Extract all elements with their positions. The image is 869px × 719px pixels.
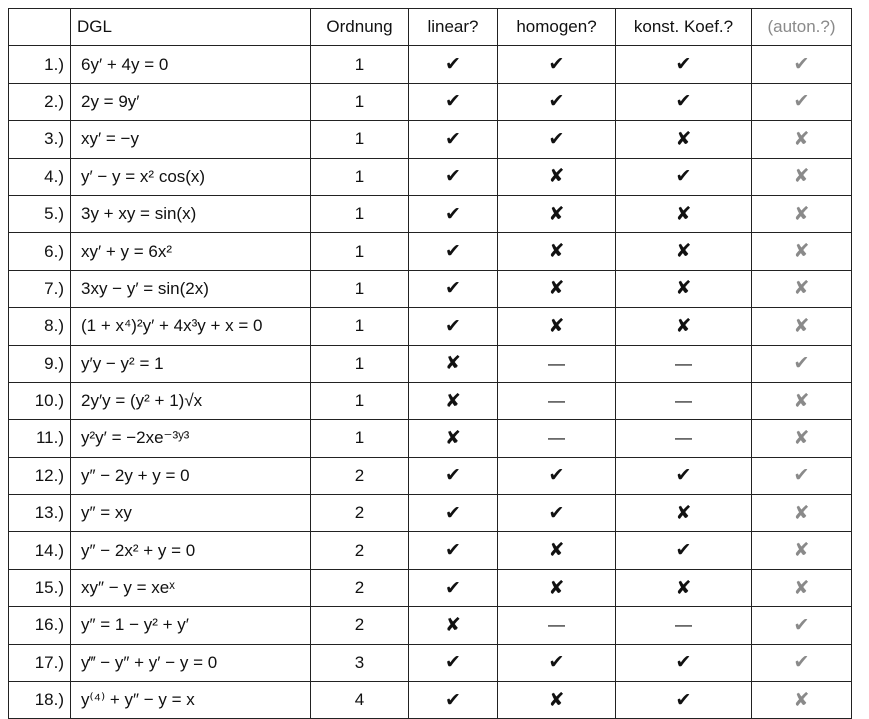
header-ordnung: Ordnung (311, 9, 409, 46)
cross-icon: ✘ (675, 577, 692, 599)
cross-icon: ✘ (548, 166, 565, 188)
konst-koef-cell (616, 420, 752, 457)
homogen-cell (498, 457, 616, 494)
header-dgl: DGL (71, 9, 311, 46)
check-icon: ✔ (675, 91, 692, 113)
table-row (9, 569, 852, 606)
linear-cell (409, 457, 498, 494)
konst-koef-cell (616, 308, 752, 345)
homogen-cell (498, 569, 616, 606)
ordnung-cell-text: 1 (354, 241, 365, 261)
row-number (9, 270, 71, 307)
dash-icon: — (548, 391, 565, 411)
ordnung-cell-text: 1 (354, 316, 365, 336)
check-icon: ✔ (445, 502, 461, 524)
dgl-equation-text: y″ − 2x² + y = 0 (81, 540, 196, 560)
ordnung-cell-text: 2 (354, 540, 365, 560)
konst-koef-cell (616, 569, 752, 606)
check-icon: ✔ (793, 353, 810, 375)
check-icon: ✔ (445, 54, 461, 76)
row-number-text: 3.) (44, 129, 64, 149)
ordnung-cell (311, 233, 409, 270)
dgl-equation (71, 532, 311, 569)
dgl-equation-text: y′ − y = x² cos(x) (81, 166, 206, 186)
table-row (9, 607, 852, 644)
dgl-equation (71, 607, 311, 644)
row-number-text: 16.) (34, 615, 64, 635)
homogen-cell (498, 532, 616, 569)
ordnung-cell (311, 607, 409, 644)
check-icon: ✔ (675, 54, 692, 76)
dgl-equation-text: 3y + xy = sin(x) (81, 204, 197, 224)
cross-icon: ✘ (548, 315, 565, 337)
row-number (9, 532, 71, 569)
linear-cell (409, 569, 498, 606)
auton-cell (752, 46, 852, 83)
homogen-cell (498, 233, 616, 270)
homogen-cell (498, 382, 616, 419)
ordnung-cell (311, 457, 409, 494)
cross-icon: ✘ (548, 241, 565, 263)
homogen-cell (498, 345, 616, 382)
konst-koef-cell (616, 532, 752, 569)
check-icon: ✔ (445, 652, 461, 674)
row-number (9, 420, 71, 457)
dash-icon: — (675, 391, 692, 411)
row-number-text: 5.) (44, 204, 64, 224)
dgl-equation (71, 233, 311, 270)
table-row (9, 233, 852, 270)
homogen-cell (498, 121, 616, 158)
auton-cell (752, 158, 852, 195)
auton-cell (752, 420, 852, 457)
cross-icon: ✘ (793, 577, 810, 599)
dgl-equation-text: y″ − 2y + y = 0 (81, 465, 190, 485)
ordnung-cell-text: 4 (354, 690, 365, 710)
row-number (9, 495, 71, 532)
check-icon: ✔ (675, 540, 692, 562)
ordnung-cell (311, 121, 409, 158)
cross-icon: ✘ (793, 502, 810, 524)
row-number-text: 8.) (44, 316, 64, 336)
linear-cell (409, 308, 498, 345)
ordnung-cell-text: 2 (354, 615, 365, 635)
dgl-table (8, 8, 852, 719)
konst-koef-cell (616, 270, 752, 307)
row-number (9, 158, 71, 195)
homogen-cell (498, 158, 616, 195)
dash-icon: — (675, 615, 692, 635)
row-number (9, 569, 71, 606)
dash-icon: — (675, 353, 692, 373)
dash-icon: — (675, 428, 692, 448)
row-number (9, 46, 71, 83)
linear-cell (409, 46, 498, 83)
cross-icon: ✘ (445, 427, 461, 449)
linear-cell (409, 644, 498, 681)
check-icon: ✔ (445, 128, 461, 150)
dash-icon: — (548, 428, 565, 448)
konst-koef-cell (616, 345, 752, 382)
homogen-cell (498, 308, 616, 345)
dgl-equation (71, 308, 311, 345)
linear-cell (409, 682, 498, 719)
table-row (9, 195, 852, 232)
cross-icon: ✘ (793, 427, 810, 449)
cross-icon: ✘ (548, 203, 565, 225)
auton-cell (752, 607, 852, 644)
konst-koef-cell (616, 495, 752, 532)
konst-koef-cell (616, 682, 752, 719)
row-number (9, 644, 71, 681)
dgl-equation (71, 457, 311, 494)
linear-cell (409, 382, 498, 419)
check-icon: ✔ (445, 577, 461, 599)
ordnung-cell-text: 1 (354, 278, 365, 298)
row-number-text: 11.) (35, 428, 64, 448)
check-icon: ✔ (675, 652, 692, 674)
check-icon: ✔ (675, 465, 692, 487)
cross-icon: ✘ (793, 241, 810, 263)
cross-icon: ✘ (793, 278, 810, 300)
row-number (9, 233, 71, 270)
dgl-equation-text: y²y′ = −2xe⁻³ʸ³ (81, 428, 190, 448)
dgl-equation-text: xy″ − y = xeˣ (81, 578, 175, 598)
check-icon: ✔ (445, 278, 461, 300)
dgl-equation (71, 644, 311, 681)
row-number-text: 2.) (44, 91, 64, 111)
ordnung-cell-text: 2 (354, 578, 365, 598)
konst-koef-cell (616, 607, 752, 644)
table-row (9, 308, 852, 345)
check-icon: ✔ (548, 502, 565, 524)
check-icon: ✔ (445, 203, 461, 225)
homogen-cell (498, 46, 616, 83)
table-row (9, 270, 852, 307)
cross-icon: ✘ (548, 278, 565, 300)
konst-koef-cell (616, 233, 752, 270)
check-icon: ✔ (548, 128, 565, 150)
table-row (9, 644, 852, 681)
cross-icon: ✘ (675, 315, 692, 337)
linear-cell (409, 121, 498, 158)
auton-cell (752, 121, 852, 158)
linear-cell (409, 83, 498, 120)
homogen-cell (498, 644, 616, 681)
ordnung-cell (311, 195, 409, 232)
konst-koef-cell (616, 382, 752, 419)
dash-icon: — (548, 353, 565, 373)
check-icon: ✔ (445, 166, 461, 188)
table-row (9, 345, 852, 382)
dgl-equation-text: 3xy − y′ = sin(2x) (81, 278, 209, 298)
auton-cell (752, 382, 852, 419)
cross-icon: ✘ (548, 577, 565, 599)
ordnung-cell (311, 569, 409, 606)
auton-cell (752, 195, 852, 232)
check-icon: ✔ (675, 166, 692, 188)
ordnung-cell (311, 532, 409, 569)
ordnung-cell (311, 158, 409, 195)
dgl-equation (71, 83, 311, 120)
auton-cell (752, 270, 852, 307)
linear-cell (409, 345, 498, 382)
check-icon: ✔ (793, 652, 810, 674)
row-number-text: 17.) (34, 652, 64, 672)
konst-koef-cell (616, 457, 752, 494)
auton-cell (752, 308, 852, 345)
linear-cell (409, 270, 498, 307)
dgl-equation-text: xy′ + y = 6x² (81, 241, 173, 261)
auton-cell (752, 569, 852, 606)
row-number-text: 18.) (34, 690, 64, 710)
ordnung-cell (311, 495, 409, 532)
cross-icon: ✘ (548, 689, 565, 711)
check-icon: ✔ (793, 465, 810, 487)
cross-icon: ✘ (675, 502, 692, 524)
dgl-equation (71, 270, 311, 307)
cross-icon: ✘ (793, 540, 810, 562)
row-number-text: 14.) (34, 540, 64, 560)
row-number-text: 12.) (34, 465, 64, 485)
ordnung-cell (311, 382, 409, 419)
cross-icon: ✘ (793, 203, 810, 225)
ordnung-cell-text: 1 (354, 91, 365, 111)
check-icon: ✔ (548, 91, 565, 113)
row-number (9, 457, 71, 494)
dgl-equation (71, 382, 311, 419)
cross-icon: ✘ (445, 353, 461, 375)
dgl-equation-text: 2y′y = (y² + 1)√x (81, 391, 203, 411)
ordnung-cell (311, 682, 409, 719)
cross-icon: ✘ (793, 315, 810, 337)
row-number-text: 13.) (34, 503, 64, 523)
ordnung-cell (311, 46, 409, 83)
cross-icon: ✘ (793, 390, 810, 412)
linear-cell (409, 420, 498, 457)
auton-cell (752, 83, 852, 120)
check-icon: ✔ (445, 241, 461, 263)
konst-koef-cell (616, 121, 752, 158)
konst-koef-cell (616, 644, 752, 681)
konst-koef-cell (616, 83, 752, 120)
row-number-text: 1.) (44, 54, 64, 74)
row-number (9, 607, 71, 644)
ordnung-cell-text: 1 (354, 428, 365, 448)
homogen-cell (498, 420, 616, 457)
auton-cell (752, 233, 852, 270)
check-icon: ✔ (445, 91, 461, 113)
dgl-equation (71, 495, 311, 532)
auton-cell (752, 644, 852, 681)
homogen-cell (498, 682, 616, 719)
table-row (9, 158, 852, 195)
row-number-text: 6.) (44, 241, 64, 261)
cross-icon: ✘ (675, 278, 692, 300)
row-number-text: 10.) (34, 391, 64, 411)
dgl-equation (71, 195, 311, 232)
row-number (9, 83, 71, 120)
ordnung-cell (311, 308, 409, 345)
header-index (9, 9, 71, 46)
ordnung-cell-text: 1 (354, 204, 365, 224)
row-number (9, 308, 71, 345)
dgl-equation-text: y⁽⁴⁾ + y″ − y = x (81, 690, 195, 710)
row-number (9, 682, 71, 719)
auton-cell (752, 682, 852, 719)
auton-cell (752, 457, 852, 494)
row-number (9, 121, 71, 158)
cross-icon: ✘ (675, 203, 692, 225)
linear-cell (409, 158, 498, 195)
cross-icon: ✘ (675, 128, 692, 150)
dgl-equation-text: 2y = 9y′ (81, 91, 140, 111)
row-number-text: 9.) (44, 353, 64, 373)
cross-icon: ✘ (793, 689, 810, 711)
homogen-cell (498, 270, 616, 307)
header-auton: (auton.?) (752, 9, 852, 46)
row-number (9, 382, 71, 419)
cross-icon: ✘ (793, 166, 810, 188)
ordnung-cell (311, 83, 409, 120)
ordnung-cell-text: 1 (354, 129, 365, 149)
header-linear: linear? (409, 9, 498, 46)
dgl-equation-text: y″ = 1 − y² + y′ (81, 615, 189, 635)
check-icon: ✔ (675, 689, 692, 711)
dgl-equation-text: (1 + x⁴)²y′ + 4x³y + x = 0 (81, 316, 263, 336)
dgl-equation-text: xy′ = −y (81, 129, 139, 149)
ordnung-cell-text: 2 (354, 465, 365, 485)
check-icon: ✔ (793, 614, 810, 636)
cross-icon: ✘ (445, 390, 461, 412)
row-number (9, 195, 71, 232)
dgl-equation-text: y′y − y² = 1 (81, 353, 164, 373)
ordnung-cell-text: 1 (354, 54, 365, 74)
table-row (9, 457, 852, 494)
ordnung-cell (311, 270, 409, 307)
ordnung-cell (311, 644, 409, 681)
homogen-cell (498, 83, 616, 120)
dgl-equation (71, 345, 311, 382)
header-konst-koef: konst. Koef.? (616, 9, 752, 46)
cross-icon: ✘ (548, 540, 565, 562)
ordnung-cell (311, 420, 409, 457)
ordnung-cell-text: 1 (354, 391, 365, 411)
check-icon: ✔ (793, 91, 810, 113)
auton-cell (752, 532, 852, 569)
ordnung-cell-text: 1 (354, 353, 365, 373)
table-row (9, 382, 852, 419)
check-icon: ✔ (445, 315, 461, 337)
dgl-equation-text: y″ = xy (81, 503, 132, 523)
homogen-cell (498, 195, 616, 232)
dgl-equation (71, 121, 311, 158)
konst-koef-cell (616, 195, 752, 232)
row-number (9, 345, 71, 382)
header-row (9, 9, 852, 46)
table-row (9, 46, 852, 83)
auton-cell (752, 345, 852, 382)
cross-icon: ✘ (675, 241, 692, 263)
linear-cell (409, 607, 498, 644)
check-icon: ✔ (445, 689, 461, 711)
table-row (9, 495, 852, 532)
dgl-equation-text: y‴ − y″ + y′ − y = 0 (81, 652, 218, 672)
table-row (9, 83, 852, 120)
linear-cell (409, 195, 498, 232)
header-homogen: homogen? (498, 9, 616, 46)
dgl-equation (71, 158, 311, 195)
table-row (9, 682, 852, 719)
dgl-equation (71, 46, 311, 83)
homogen-cell (498, 495, 616, 532)
linear-cell (409, 495, 498, 532)
ordnung-cell (311, 345, 409, 382)
row-number-text: 15.) (34, 578, 64, 598)
dgl-equation (71, 569, 311, 606)
row-number-text: 4.) (44, 166, 64, 186)
check-icon: ✔ (548, 652, 565, 674)
table-row (9, 121, 852, 158)
check-icon: ✔ (548, 465, 565, 487)
check-icon: ✔ (548, 54, 565, 76)
ordnung-cell-text: 2 (354, 503, 365, 523)
homogen-cell (498, 607, 616, 644)
check-icon: ✔ (793, 54, 810, 76)
dgl-equation-text: 6y′ + 4y = 0 (81, 54, 169, 74)
check-icon: ✔ (445, 465, 461, 487)
konst-koef-cell (616, 46, 752, 83)
auton-cell (752, 495, 852, 532)
ordnung-cell-text: 1 (354, 166, 365, 186)
cross-icon: ✘ (793, 128, 810, 150)
ordnung-cell-text: 3 (354, 652, 365, 672)
row-number-text: 7.) (44, 278, 64, 298)
check-icon: ✔ (445, 540, 461, 562)
dgl-equation (71, 420, 311, 457)
table-row (9, 532, 852, 569)
table-row (9, 420, 852, 457)
konst-koef-cell (616, 158, 752, 195)
cross-icon: ✘ (445, 614, 461, 636)
dash-icon: — (548, 615, 565, 635)
linear-cell (409, 233, 498, 270)
dgl-equation (71, 682, 311, 719)
linear-cell (409, 532, 498, 569)
